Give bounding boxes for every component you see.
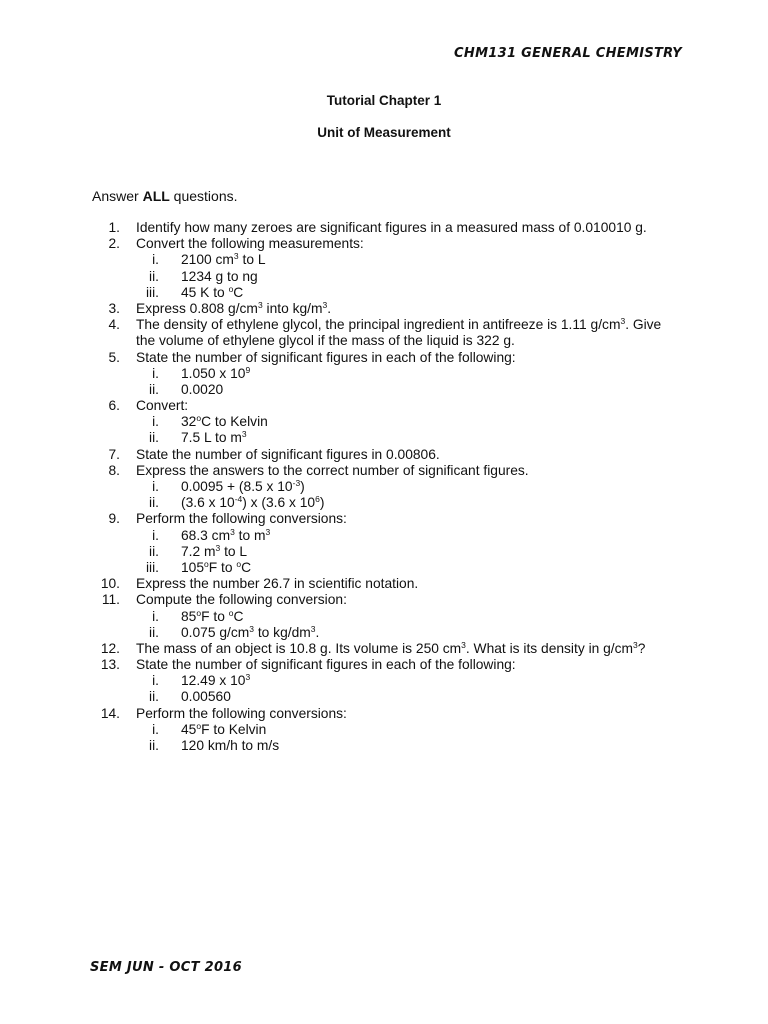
text-segment: . (327, 300, 332, 316)
text-segment: C (233, 284, 244, 300)
text-segment: . (315, 624, 320, 640)
question-text (136, 398, 188, 414)
question-item (0, 220, 768, 236)
question-number: 4. (108, 317, 120, 333)
sub-question-item (0, 625, 768, 641)
sub-question-text (181, 382, 223, 398)
text-segment: (3.6 x 10 (181, 495, 235, 511)
sub-question-number: i. (152, 608, 159, 624)
instructions (92, 188, 238, 204)
sub-question-item (0, 528, 768, 544)
text-segment: into kg/m (262, 300, 323, 316)
superscript: o (196, 720, 202, 731)
text-segment: Perform the following conversions: (136, 705, 347, 721)
text-segment: Express 0.808 g/cm (136, 300, 258, 316)
question-number: 6. (108, 398, 120, 414)
question-item (0, 333, 768, 349)
sub-question-item (0, 738, 768, 754)
sub-question-item (0, 609, 768, 625)
text-segment: 45 K to (181, 284, 229, 300)
text-segment: Identify how many zeroes are significant figures in a measured mass of 0.010010 g. (136, 220, 647, 235)
question-text (136, 511, 347, 527)
question-item (0, 592, 768, 608)
question-item (0, 641, 768, 657)
sub-question-item (0, 673, 768, 689)
question-item (0, 350, 768, 366)
text-segment: The mass of an object is 10.8 g. Its volume is 250 cm (136, 640, 462, 656)
superscript: 3 (245, 672, 251, 683)
question-item (0, 576, 768, 592)
question-number: 13. (100, 657, 120, 673)
superscript: 3 (322, 299, 328, 310)
question-item (0, 236, 768, 252)
text-segment: ) (319, 495, 325, 511)
sub-question-item (0, 544, 768, 560)
superscript: 3 (230, 526, 235, 537)
question-item (0, 447, 768, 463)
superscript: 3 (633, 639, 638, 650)
superscript: 3 (257, 299, 263, 310)
sub-question-number: ii. (149, 495, 159, 511)
text-segment: 68.3 cm (181, 527, 231, 543)
text-segment: ) (300, 479, 305, 494)
question-item (0, 706, 768, 722)
text-segment: 12.49 x 10 (181, 673, 246, 689)
text-segment: Express the answers to the correct number of significant figures. (136, 462, 529, 478)
sub-question-number: i. (152, 527, 159, 543)
text-segment: F to Kelvin (201, 721, 267, 737)
question-item (0, 657, 768, 673)
question-item (0, 301, 768, 317)
question-text (136, 657, 516, 673)
superscript: 3 (215, 542, 221, 553)
text-segment: State the number of significant figures in 0.00806. (136, 446, 440, 462)
sub-question-number: i. (152, 673, 159, 689)
sub-question-item (0, 479, 768, 495)
sub-question-text (181, 673, 250, 689)
sub-question-text (181, 560, 251, 576)
page-subtitle: Unit of Measurement (317, 125, 451, 140)
text-segment: the volume of ethylene glycol if the mass of the liquid is 322 g. (136, 333, 515, 349)
sub-question-item (0, 689, 768, 705)
sub-question-text (181, 285, 243, 301)
superscript: -4 (234, 494, 243, 505)
question-number: 14. (100, 705, 120, 721)
question-number: 8. (108, 462, 120, 478)
superscript: 6 (315, 494, 320, 505)
text-segment: to m (234, 527, 266, 543)
text-segment: The density of ethylene glycol, the principal ingredient in antifreeze is 1.11 g/cm (136, 317, 621, 333)
superscript: 3 (265, 526, 271, 537)
text-segment: to L (220, 543, 248, 559)
sub-question-number: ii. (149, 543, 159, 559)
question-text (136, 576, 418, 592)
question-text (136, 463, 529, 479)
sub-question-item (0, 269, 768, 285)
course-header: CHM131 GENERAL CHEMISTRY (454, 46, 682, 61)
sub-question-number: iii. (145, 284, 159, 300)
sub-question-text (181, 495, 324, 511)
sub-question-text (181, 269, 258, 285)
text-segment: State the number of significant figures in each of the following: (136, 349, 516, 365)
text-segment: F to (208, 559, 237, 575)
text-segment: 1.050 x 10 (181, 365, 246, 381)
sub-question-text (181, 252, 266, 268)
question-number: 3. (108, 300, 120, 316)
question-number: 2. (108, 236, 120, 252)
question-text (136, 706, 347, 722)
superscript: 3 (620, 316, 626, 327)
text-segment: to L (238, 252, 266, 268)
page-title: Tutorial Chapter 1 (326, 93, 442, 108)
question-list (0, 220, 768, 754)
text-segment: 105 (181, 559, 205, 575)
text-segment: Perform the following conversions: (136, 511, 347, 527)
text-segment: 45 (181, 721, 197, 737)
superscript: o (228, 283, 234, 294)
instructions-pre: Answer (92, 188, 143, 204)
text-segment: 7.5 L to m (181, 430, 242, 446)
question-text (136, 641, 645, 657)
sub-question-number: i. (152, 252, 159, 268)
sub-question-number: i. (152, 721, 159, 737)
sub-question-number: i. (152, 414, 159, 430)
superscript: 3 (241, 429, 247, 440)
superscript: o (204, 558, 209, 569)
sub-question-text (181, 430, 247, 446)
sub-question-number: ii. (149, 268, 159, 284)
sub-question-text (181, 528, 270, 544)
sub-question-number: ii. (149, 381, 159, 397)
sub-question-item (0, 252, 768, 268)
superscript: o (196, 413, 202, 424)
question-text (136, 592, 347, 608)
text-segment: ? (637, 640, 646, 656)
text-segment: C to Kelvin (201, 414, 268, 430)
question-text (136, 447, 440, 463)
text-segment: 0.0020 (181, 381, 224, 397)
superscript: 3 (310, 623, 316, 634)
superscript: 3 (461, 639, 466, 650)
text-segment: C (241, 559, 252, 575)
text-segment: Express the number 26.7 in scientific notation. (136, 576, 419, 592)
question-item (0, 317, 768, 333)
text-segment: to kg/dm (254, 624, 311, 640)
text-segment: . What is its density in g/cm (465, 640, 634, 656)
question-item (0, 398, 768, 414)
sub-question-text (181, 738, 279, 754)
sub-question-number: ii. (149, 738, 159, 753)
sub-question-number: iii. (145, 559, 159, 575)
text-segment: State the number of significant figures in each of the following: (136, 657, 516, 673)
text-segment: ) x (3.6 x 10 (242, 495, 316, 511)
instructions-bold: ALL (142, 188, 170, 204)
sub-question-item (0, 414, 768, 430)
question-text (136, 350, 516, 366)
text-segment: 85 (181, 608, 197, 624)
text-segment: Convert the following measurements: (136, 236, 364, 252)
sub-question-number: ii. (149, 624, 159, 640)
question-item (0, 463, 768, 479)
sub-question-number: i. (152, 365, 159, 381)
text-segment: 0.0095 + (8.5 x 10 (181, 479, 293, 494)
text-segment: 7.2 m (181, 543, 216, 559)
question-number: 5. (108, 349, 120, 365)
text-segment: 120 km/h to m/s (181, 738, 280, 753)
text-segment: 32 (181, 414, 197, 430)
text-segment: . Give (625, 317, 662, 333)
question-text (136, 301, 331, 317)
text-segment: 0.00560 (181, 689, 231, 705)
superscript: 9 (245, 364, 251, 375)
superscript: -3 (292, 478, 301, 488)
sub-question-item (0, 430, 768, 446)
sub-question-number: i. (152, 479, 159, 494)
sub-question-text (181, 625, 319, 641)
sub-question-text (181, 722, 266, 738)
sub-question-text (181, 544, 247, 560)
text-segment: 2100 cm (181, 252, 234, 268)
text-segment: Convert: (136, 398, 189, 414)
question-number: 11. (101, 592, 120, 608)
question-text (136, 333, 515, 349)
sub-question-text (181, 479, 305, 495)
text-segment: 1234 g to ng (181, 268, 258, 284)
superscript: o (196, 607, 202, 618)
sub-question-item (0, 495, 768, 511)
sub-question-item (0, 722, 768, 738)
text-segment: 0.075 g/cm (181, 624, 250, 640)
question-number: 10. (100, 576, 120, 592)
sub-question-item (0, 382, 768, 398)
question-number: 1. (108, 220, 120, 235)
semester-footer: SEM JUN - OCT 2016 (90, 960, 242, 975)
question-text (136, 236, 364, 252)
sub-question-text (181, 609, 243, 625)
instructions-post: questions. (169, 188, 238, 204)
superscript: 3 (249, 623, 254, 634)
sub-question-item (0, 560, 768, 576)
sub-question-item (0, 366, 768, 382)
question-number: 7. (108, 446, 120, 462)
sub-question-number: ii. (149, 430, 159, 446)
text-segment: F to (201, 608, 229, 624)
sub-question-text (181, 366, 250, 382)
question-number: 9. (108, 511, 120, 527)
superscript: o (236, 558, 242, 569)
text-segment: Compute the following conversion: (136, 592, 347, 608)
superscript: o (228, 607, 234, 618)
question-text (136, 317, 661, 333)
question-number: 12. (100, 640, 120, 656)
sub-question-number: ii. (149, 689, 159, 705)
sub-question-text (181, 414, 268, 430)
superscript: 3 (233, 251, 239, 262)
text-segment: C (233, 608, 244, 624)
question-item (0, 511, 768, 527)
question-text (136, 220, 647, 236)
sub-question-text (181, 689, 231, 705)
sub-question-item (0, 285, 768, 301)
